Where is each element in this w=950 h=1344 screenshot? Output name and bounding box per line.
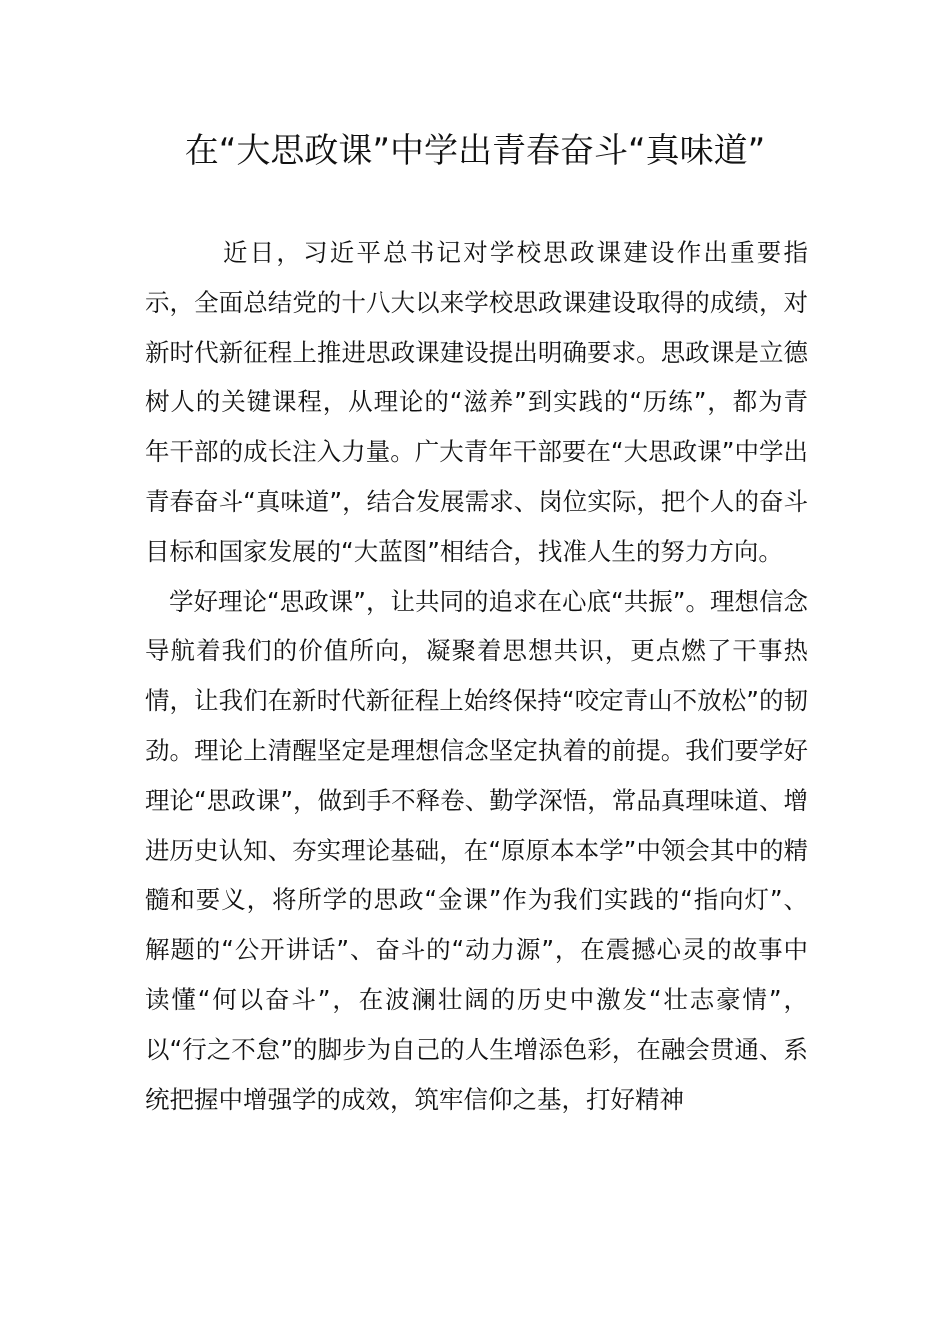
article-title: 在“大思政课”中学出青春奋斗“真味道” bbox=[184, 131, 766, 171]
paragraph-2: 学好理论“思政课”，让共同的追求在心底“共振”。理想信念导航着我们的价值所向，凝聚着思想共识，更点燃了干事热情，让我们在新时代新征程上始终保持“咬定青山不放松”的韧劲。理论上清醒坚定是理想信念坚定执着的前提。我们要学好理论“思政课”，做到手不释卷、勤学深悟，常品真理味道、增进历史认知、夯实理论基础，在“原原本本学”中领会其中的精髓和要义，将所学的思政“金课”作为我们实践的“指向灯”、解题的“公开讲话”、奋斗的“动力源”，在震撼心灵的故事中读懂“何以奋斗”，在波澜壮阔的历史中激发“壮志豪情”，以“行之不怠”的脚步为自己的人生增添色彩，在融会贯通、系统把握中增强学的成效，筑牢信仰之基，打好精神 bbox=[145, 586, 808, 1114]
article-body bbox=[145, 228, 808, 1124]
paragraph-1: 近日，习近平总书记对学校思政课建设作出重要指示，全面总结党的十八大以来学校思政课建设取得的成绩，对新时代新征程上推进思政课建设提出明确要求。思政课是立德树人的关键课程，从理论的“滋养”到实践的“历练”，都为青年干部的成长注入力量。广大青年干部要在“大思政课”中学出青春奋斗“真味道”，结合发展需求、岗位实际，把个人的奋斗目标和国家发展的“大蓝图”相结合，找准人生的努力方向。 bbox=[145, 238, 808, 566]
